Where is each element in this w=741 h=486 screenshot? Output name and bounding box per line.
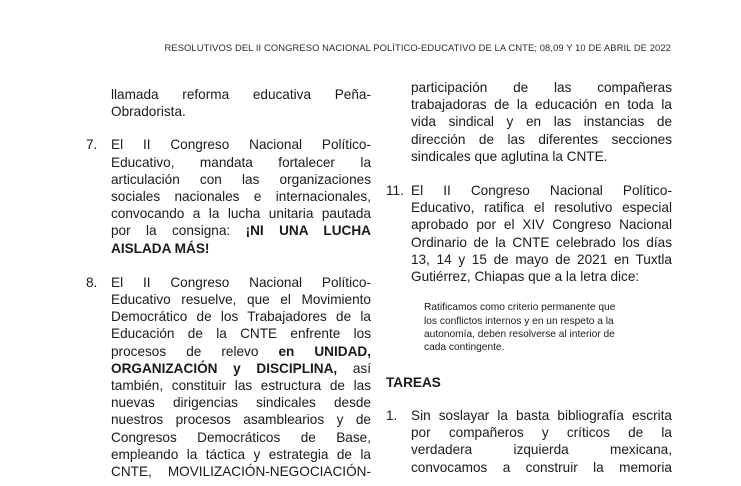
text-line: llamada reforma educativa Peña- [111, 87, 371, 102]
text-line: también, constituir las estructura de las [111, 378, 371, 394]
text-line: nuestros procesos asamblearios y de [111, 412, 371, 428]
text-line: vida sindical y en las instancias de [411, 114, 672, 130]
continued-paragraph [86, 86, 371, 120]
text-line: aprobado por el XIV Congreso Nacional [411, 217, 672, 233]
text-line: Ordinario de la CNTE celebrado los días [411, 234, 672, 250]
quote-line: Ratificamos como criterio permanente que [424, 302, 616, 314]
block-quote [424, 301, 676, 355]
text-line: convocando a la lucha unitaria pautada [111, 206, 371, 222]
text-line: Educativo resuelve, que el Movimiento [111, 292, 371, 308]
text-line: Educativo, ratifica el resolutivo especial [411, 200, 672, 216]
resolution-item-7 [86, 136, 371, 256]
text-fragment: por la consigna: [111, 223, 246, 239]
text-line: sindicales que aglutina la CNTE. [411, 148, 608, 164]
item-number: 7. [86, 137, 98, 153]
text-line: El II Congreso Nacional Político- [111, 137, 371, 153]
text-line: Democrático de los Trabajadores de la [111, 309, 371, 325]
right-column [386, 79, 672, 476]
text-line [111, 360, 371, 377]
text-line: Gutiérrez, Chiapas que a la letra dice: [411, 269, 640, 285]
text-line: Sin soslayar la basta bibliografía escrita [411, 408, 672, 424]
text-fragment: así [337, 360, 371, 376]
text-line: por compañeros y críticos de la [411, 425, 672, 441]
quote-line: autonomía, deben resolverse al interior de [424, 329, 615, 341]
resolution-item-8 [86, 274, 371, 480]
left-column [86, 86, 371, 480]
slogan-bold: AISLADA MÁS! [111, 240, 210, 256]
section-heading: TAREAS [386, 374, 441, 390]
text-line: empleando la táctica y estrategia de la [111, 446, 371, 462]
text-line: Obradorista. [111, 104, 186, 120]
text-line: articulación con las organizaciones [111, 171, 371, 187]
text-line: Educación de la CNTE enfrente los [111, 326, 371, 342]
text-line: sociales nacionales e internacionales, [111, 189, 371, 205]
text-line: dirección de las diferentes secciones [411, 131, 672, 147]
text-fragment: procesos de relevo [111, 343, 279, 359]
text-line: 13, 14 y 15 de mayo de 2021 en Tuxtla [411, 251, 672, 267]
text-line: Congresos Democráticos de Base, [111, 429, 371, 445]
text-line [111, 240, 371, 257]
text-line: trabajadoras de la educación en toda la [411, 97, 672, 113]
resolution-item-11 [386, 182, 672, 285]
page-header: RESOLUTIVOS DEL II CONGRESO NACIONAL POLÍTICO-EDUCATIVO DE LA CNTE; 08,09 Y 10 DE ABRIL DE 2022 [164, 42, 671, 53]
text-line [111, 343, 371, 360]
continued-paragraph [386, 79, 672, 165]
text-line: CNTE, MOVILIZACIÓN-NEGOCIACIÓN- [111, 464, 371, 480]
text-line: Educativo, mandata fortalecer la [111, 154, 371, 170]
text-line: participación de las compañeras [411, 80, 672, 95]
text-line [111, 222, 371, 239]
item-number: 11. [386, 183, 404, 199]
quote-line: cada contingente. [424, 342, 505, 354]
item-number: 8. [86, 274, 98, 290]
slogan-bold: ¡NI UNA LUCHA [245, 223, 371, 239]
emphasis-bold: en UNIDAD, [278, 343, 372, 359]
task-item-1 [386, 407, 672, 476]
emphasis-bold: ORGANIZACIÓN y DISCIPLINA, [111, 360, 338, 376]
text-line: El II Congreso Nacional Político- [411, 183, 672, 199]
text-line: El II Congreso Nacional Político- [111, 274, 371, 290]
quote-line: los conflictos internos y en un respeto a la [424, 315, 614, 327]
text-line: verdadera izquierda mexicana, [411, 442, 672, 458]
text-line: nuevas dirigencias sindicales desde [111, 395, 371, 411]
item-number: 1. [386, 408, 398, 424]
text-line: convocamos a construir la memoria [411, 459, 672, 475]
